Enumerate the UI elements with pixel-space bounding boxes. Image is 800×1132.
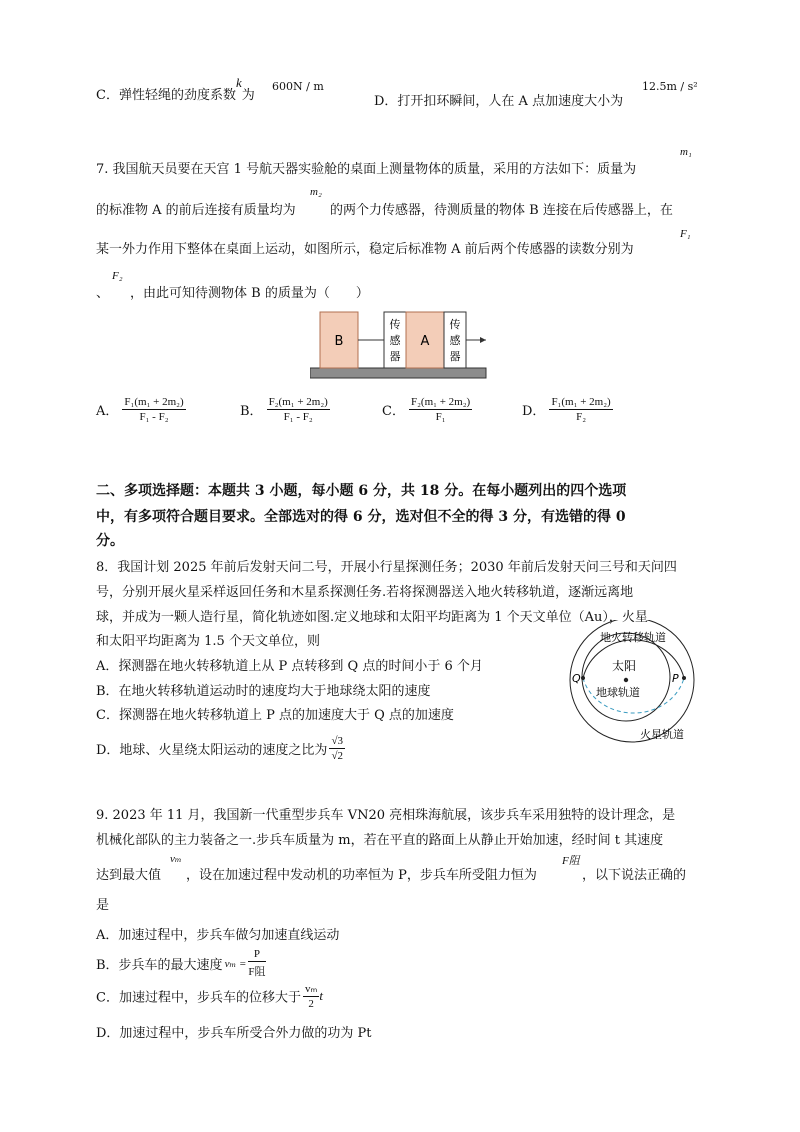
q9-line2: 机械化部队的主力装备之一.步兵车质量为 m，若在平直的路面上从静止开始加速，经时间 t 其速度 bbox=[96, 833, 664, 848]
q8-line1: 8．我国计划 2025 年前后发射天问二号，开展小行星探测任务；2030 年前后发射天问三号和天问四 bbox=[96, 560, 677, 575]
q9-line4: 是 bbox=[96, 898, 110, 913]
section2-line1: 二、多项选择题：本题共 3 小题，每小题 6 分，共 18 分。在每小题列出的四个选项 bbox=[96, 483, 627, 499]
q7-option-a-den: F₁ - F₂ bbox=[139, 411, 169, 423]
q7-option-d-den: F₂ bbox=[576, 411, 587, 423]
section2-line2: 中，有多项符合题目要求。全部选对的得 6 分，选对但不全的得 3 分，有选错的得 0 bbox=[96, 509, 626, 525]
q9-option-b-den: F阻 bbox=[248, 966, 266, 978]
q-label: Q bbox=[572, 672, 581, 685]
q9-line3a: 达到最大值 bbox=[96, 868, 162, 883]
sun-label: 太阳 bbox=[612, 659, 637, 673]
q7-line4a: 、 bbox=[96, 286, 110, 301]
q8-option-d-den: √2 bbox=[331, 750, 343, 762]
q9-option-c-t: t bbox=[319, 988, 323, 1003]
sensor-rear-char1: 传 bbox=[389, 318, 401, 331]
q7-option-d-num: F₁(m₁ + 2m₂) bbox=[551, 396, 611, 408]
q9-option-c-frac bbox=[303, 982, 319, 1010]
q8-orbit-figure bbox=[560, 620, 710, 755]
mars-orbit-label: 火星轨道 bbox=[640, 728, 684, 741]
q9-option-c-text: C．加速过程中，步兵车的位移大于 bbox=[96, 990, 301, 1006]
sensor-front-char3: 器 bbox=[449, 350, 461, 363]
q9-option-c-den: 2 bbox=[308, 998, 314, 1010]
q7-option-a-frac bbox=[122, 396, 185, 423]
q7-option-c-label: C． bbox=[382, 404, 405, 419]
section2-line3: 分。 bbox=[96, 533, 124, 549]
q9-option-b-lhs: vₘ = bbox=[224, 958, 247, 970]
sensor-rear-char2: 感 bbox=[389, 334, 401, 347]
q9-line3c: ，以下说法正确的 bbox=[582, 868, 687, 883]
table-surface bbox=[310, 368, 486, 378]
q9-option-a: A．加速过程中，步兵车做匀加速直线运动 bbox=[96, 928, 340, 943]
q9-option-c bbox=[96, 982, 323, 1010]
q7-line1: 7. 我国航天员要在天宫 1 号航天器实验舱的桌面上测量物体的质量，采用的方法如下：质量为 bbox=[96, 162, 637, 177]
q7-figure bbox=[310, 308, 490, 382]
q8-option-c: C．探测器在地火转移轨道上 P 点的加速度大于 Q 点的加速度 bbox=[96, 708, 454, 723]
q6-k-symbol: k bbox=[235, 75, 242, 90]
q6-option-d-value: 12.5m / s² bbox=[642, 80, 698, 93]
q7-F2: F₂ bbox=[112, 270, 123, 282]
q7-m2: m₂ bbox=[310, 186, 322, 198]
block-b-label: B bbox=[334, 334, 344, 349]
q7-option-b bbox=[240, 396, 330, 423]
q7-F1: F₁ bbox=[680, 228, 691, 240]
q-point bbox=[581, 676, 585, 680]
block-a-label: A bbox=[420, 334, 430, 349]
q9-option-c-num: vₘ bbox=[304, 983, 318, 995]
q9-line1: 9. 2023 年 11 月，我国新一代重型步兵车 VN20 亮相珠海航展，该步兵车采用独特的设计理念，是 bbox=[96, 808, 676, 823]
q8-line4: 和太阳平均距离为 1.5 个天文单位，则 bbox=[96, 634, 320, 649]
q8-option-d-frac bbox=[329, 735, 345, 762]
q7-option-a bbox=[96, 396, 186, 423]
q6-option-c-value: 600N / m bbox=[272, 80, 324, 93]
sun-dot bbox=[624, 678, 628, 682]
q7-option-c-frac bbox=[409, 396, 472, 423]
q8-line3: 球，并成为一颗人造行星，简化轨迹如图.定义地球和太阳平均距离为 1 个天文单位（Au），火星 bbox=[96, 610, 648, 625]
earth-orbit bbox=[582, 633, 670, 721]
q7-option-c bbox=[382, 396, 472, 423]
q9-option-b-text: B．步兵车的最大速度 bbox=[96, 958, 223, 973]
q8-option-d-text: D．地球、火星绕太阳运动的速度之比为 bbox=[96, 743, 328, 758]
q9-option-b bbox=[96, 948, 266, 979]
q7-option-d-frac bbox=[549, 396, 612, 423]
q9-Fz: F阻 bbox=[562, 855, 580, 867]
q7-option-b-num: F₂(m₁ + 2m₂) bbox=[268, 396, 328, 408]
q7-option-d bbox=[522, 396, 613, 423]
q8-option-d-num: √3 bbox=[331, 735, 343, 747]
q6-option-c-text: C．弹性轻绳的劲度系数 bbox=[96, 88, 236, 103]
q7-line2b: 的两个力传感器，待测质量的物体 B 连接在后传感器上，在 bbox=[330, 203, 673, 218]
q9-option-b-frac bbox=[248, 948, 265, 979]
q6-option-c bbox=[96, 75, 255, 103]
q7-option-c-num: F₂(m₁ + 2m₂) bbox=[410, 396, 471, 408]
q9-vm: vₘ bbox=[170, 853, 182, 865]
p-point bbox=[682, 676, 686, 680]
force-arrowhead bbox=[480, 337, 486, 343]
q7-option-a-label: A． bbox=[96, 404, 119, 419]
q6-option-d: D．打开扣环瞬间，人在 A 点加速度大小为 bbox=[374, 94, 624, 109]
q9-option-d: D．加速过程中，步兵车所受合外力做的功为 Pt bbox=[96, 1026, 372, 1041]
p-label: P bbox=[672, 672, 679, 685]
q9-option-b-num: P bbox=[248, 948, 265, 962]
q7-m1: m₁ bbox=[680, 146, 692, 158]
q9-line3b: ，设在加速过程中发动机的功率恒为 P，步兵车所受阻力恒为 bbox=[186, 868, 537, 883]
q7-option-b-frac bbox=[267, 396, 330, 423]
q7-line3: 某一外力作用下整体在桌面上运动，如图所示，稳定后标准物 A 前后两个传感器的读数分别为 bbox=[96, 242, 634, 257]
q7-option-a-num: F₁(m₁ + 2m₂) bbox=[124, 396, 184, 408]
q7-option-d-label: D． bbox=[522, 404, 546, 419]
q8-line2: 号，分别开展火星采样返回任务和木星系探测任务.若将探测器送入地火转移轨道，逐渐远离地 bbox=[96, 585, 634, 600]
earth-orbit-label: 地球轨道 bbox=[596, 686, 640, 699]
q8-option-b: B．在地火转移轨道运动时的速度均大于地球绕太阳的速度 bbox=[96, 684, 431, 699]
sensor-rear-char3: 器 bbox=[389, 350, 401, 363]
q6-wei: 为 bbox=[241, 88, 255, 103]
q7-option-b-label: B． bbox=[240, 404, 263, 419]
q7-line2a: 的标准物 A 的前后连接有质量均为 bbox=[96, 203, 296, 218]
transfer-orbit-label: 地火转移轨道 bbox=[600, 631, 666, 644]
q7-option-c-den: F₁ bbox=[435, 411, 446, 423]
sensor-front-char2: 感 bbox=[449, 334, 461, 347]
q7-option-b-den: F₁ - F₂ bbox=[283, 411, 313, 423]
q8-option-a: A．探测器在地火转移轨道上从 P 点转移到 Q 点的时间小于 6 个月 bbox=[96, 659, 483, 674]
q7-line4b: ，由此可知待测物体 B 的质量为（ ） bbox=[130, 286, 369, 301]
q8-option-d bbox=[96, 735, 345, 762]
sensor-front-char1: 传 bbox=[449, 318, 461, 331]
